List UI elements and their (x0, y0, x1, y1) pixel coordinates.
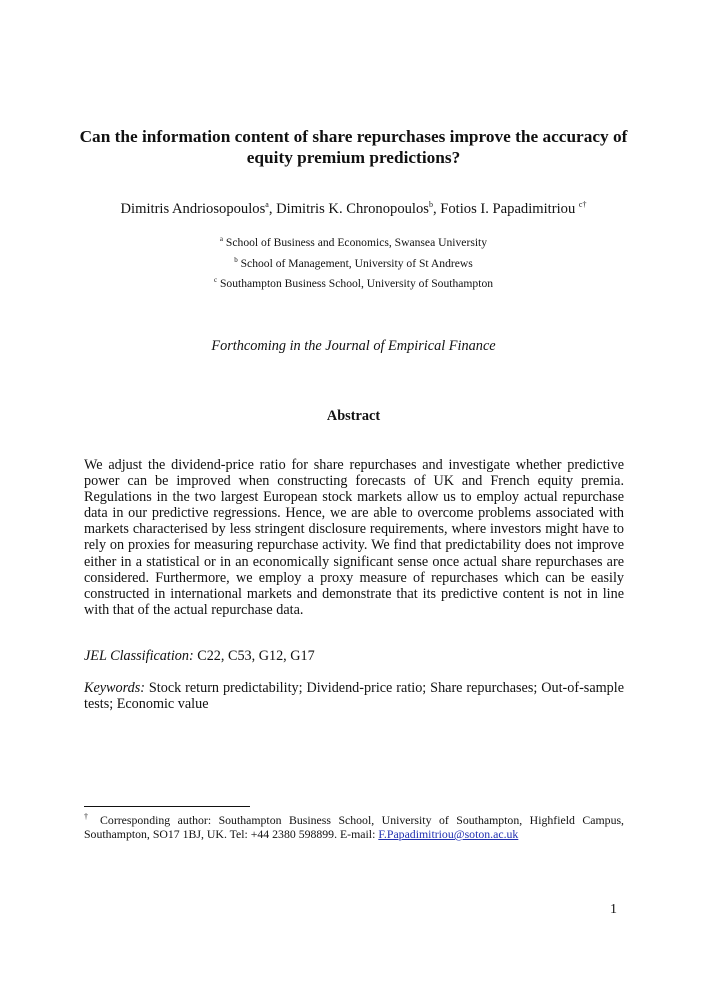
author-mark: a (265, 200, 269, 210)
jel-codes: C22, C53, G12, G17 (193, 648, 315, 664)
author-name: Dimitris K. Chronopoulos (276, 201, 429, 217)
author-separator: , (432, 201, 441, 217)
keywords (84, 680, 624, 712)
author-separator: , (268, 201, 277, 217)
affiliation-text: School of Business and Economics, Swansea University (225, 236, 488, 249)
jel-label: JEL Classification: (84, 648, 194, 664)
author-name: Dimitris Andriosopoulos (120, 201, 266, 217)
footnote-mark: † (84, 812, 93, 822)
affiliation-mark: c (213, 276, 218, 285)
keywords-list: Stock return predictability; Dividend-price ratio; Share repurchases; Out-of-sample tests; Economic value (84, 680, 624, 713)
email-link[interactable]: F.Papadimitriou@soton.ac.uk (378, 827, 519, 841)
keywords-label: Keywords: (84, 680, 145, 696)
affiliation-text: School of Management, University of St Andrews (240, 257, 473, 270)
author-mark: c† (578, 200, 587, 210)
footnote-text: Corresponding author: Southampton Business School, University of Southampton, Highfield Campus, Southampton, SO17 1BJ, UK. Tel: +44 2380 598899. E-mail: (84, 813, 625, 841)
affiliation-mark: a (219, 235, 224, 244)
affiliation (60, 236, 647, 249)
author-list (60, 201, 647, 218)
page-number: 1 (610, 902, 617, 917)
footnote-divider (84, 806, 250, 807)
paper-title: Can the information content of share repurchases improve the accuracy of equity premium predictions? (79, 127, 628, 167)
author-name: Fotios I. Papadimitriou (440, 201, 576, 217)
affiliation-text: Southampton Business School, University of Southampton (217, 277, 494, 290)
abstract-heading: Abstract (326, 408, 381, 424)
affiliation (60, 257, 647, 270)
jel-classification (84, 648, 624, 665)
affiliation-mark: b (234, 256, 238, 265)
forthcoming-note: Forthcoming in the Journal of Empirical Finance (211, 338, 496, 354)
author-mark: b (428, 200, 433, 210)
affiliation (60, 277, 647, 290)
footnote (84, 813, 624, 841)
abstract-body: We adjust the dividend-price ratio for share repurchases and investigate whether predictive power can be improved when constructing forecasts of UK and French equity premia. Regulations in the two largest European stock markets allow us to employ actual repurchase data in our predictive regressions. Hence, we are able to overcome problems associated with markets characterised by less stringent disclosure requirements, where investors might have to rely on proxies for measuring repurchase activity. We find that predictability does not improve either in a statistical or in an economically significant sense once actual share repurchases are considered. Furthermore, we employ a proxy measure of repurchases which can be easily constructed in international markets and demonstrate that its predictive content is not in line with that of the actual repurchase data. (84, 457, 624, 618)
